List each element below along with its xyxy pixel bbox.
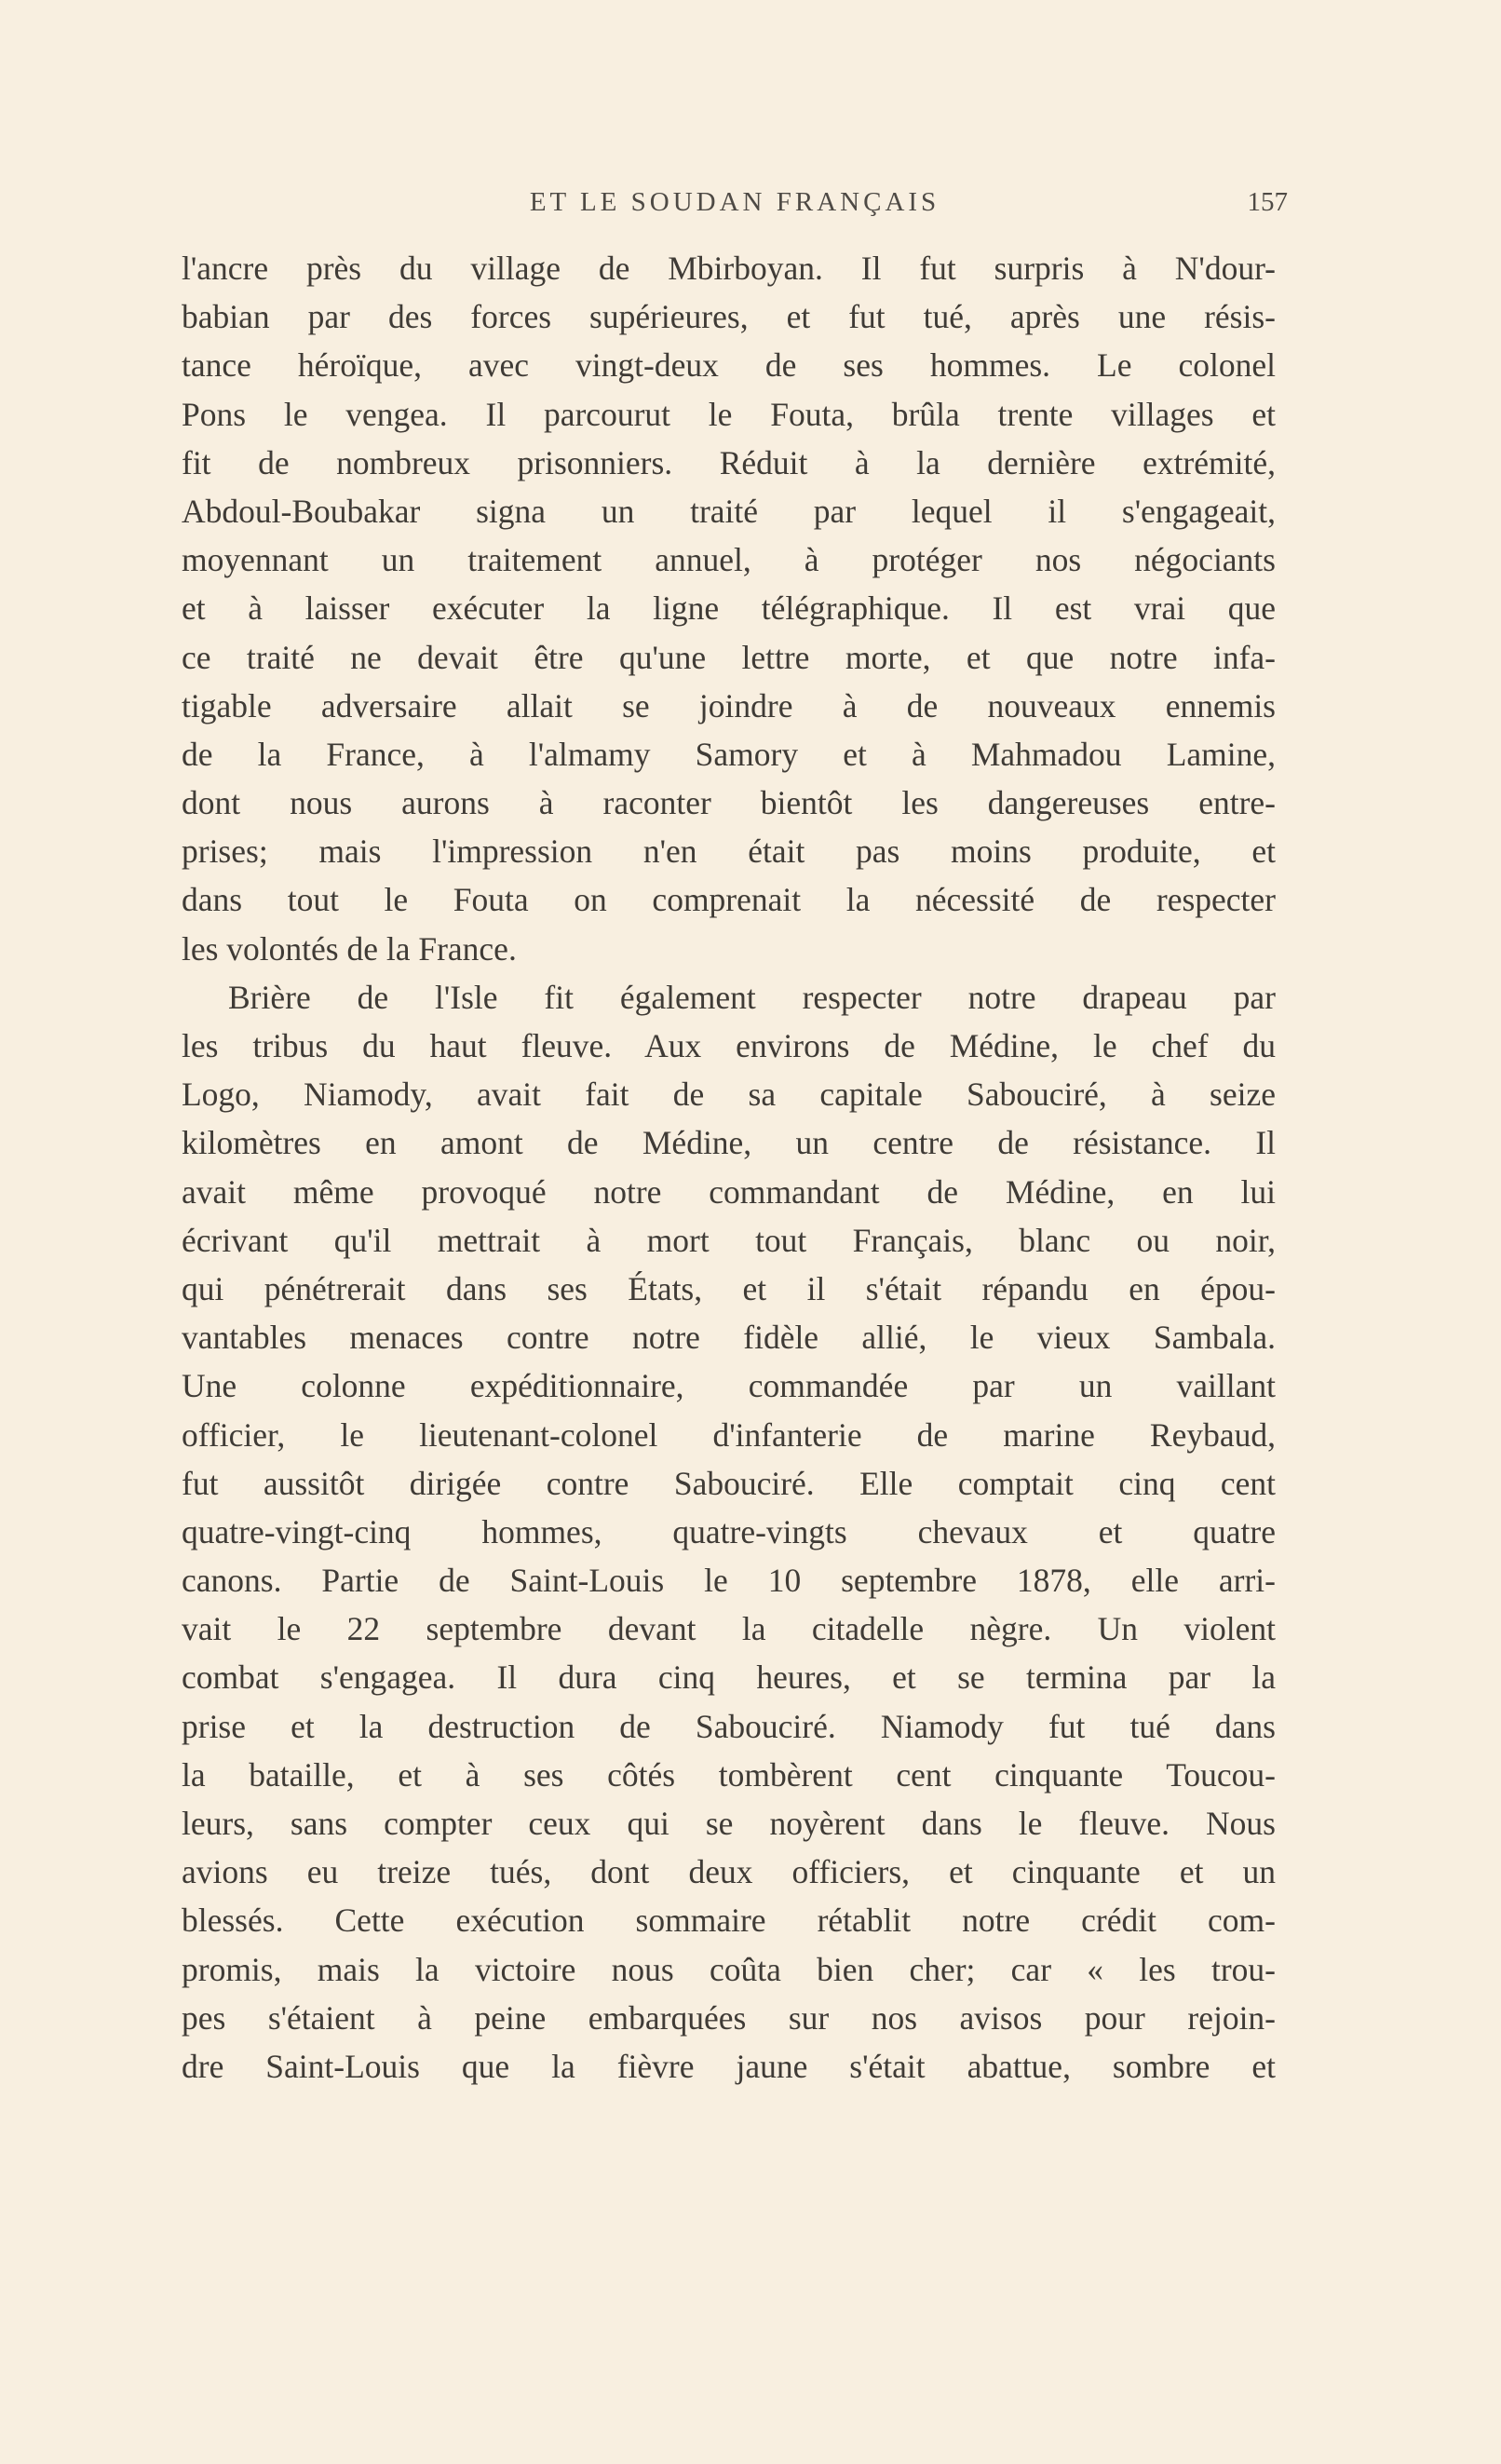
- text-line: Pons le vengea. Il parcourut le Fouta, brûla trente villages et: [182, 395, 1276, 433]
- running-title: ET LE SOUDAN FRANÇAIS: [529, 187, 940, 217]
- text-line: kilomètres en amont de Médine, un centre de résistance. Il: [182, 1124, 1276, 1162]
- text-line: les tribus du haut fleuve. Aux environs de Médine, le chef du: [182, 1027, 1276, 1064]
- text-line: quatre-vingt-cinq hommes, quatre-vingts chevaux et quatre: [182, 1512, 1276, 1550]
- text-line: avions eu treize tués, dont deux officiers, et cinquante et un: [182, 1853, 1276, 1891]
- text-line: fut aussitôt dirigée contre Sabouciré. Elle comptait cinq cent: [182, 1464, 1276, 1502]
- text-line: prise et la destruction de Sabouciré. Niamody fut tué dans: [182, 1707, 1276, 1745]
- text-line: pes s'étaient à peine embarquées sur nos avisos pour rejoin-: [182, 1998, 1276, 2037]
- text-line: blessés. Cette exécution sommaire rétablit notre crédit com-: [182, 1902, 1276, 1940]
- text-line: la bataille, et à ses côtés tombèrent cent cinquante Toucou-: [182, 1755, 1276, 1794]
- text-line: promis, mais la victoire nous coûta bien cher; car « les trou-: [182, 1950, 1276, 1988]
- text-line: tigable adversaire allait se joindre à de nouveaux ennemis: [182, 686, 1276, 724]
- text-line: qui pénétrerait dans ses États, et il s'était répandu en épou-: [182, 1269, 1276, 1307]
- text-line: canons. Partie de Saint-Louis le 10 septembre 1878, elle arri-: [182, 1562, 1276, 1600]
- text-line: combat s'engagea. Il dura cinq heures, et se termina par la: [182, 1658, 1276, 1697]
- text-line: dans tout le Fouta on comprenait la nécessité de respecter: [182, 881, 1276, 919]
- text-line: avait même provoqué notre commandant de Médine, en lui: [182, 1172, 1276, 1211]
- text-line: fit de nombreux prisonniers. Réduit à la dernière extrémité,: [182, 443, 1276, 481]
- text-line: vait le 22 septembre devant la citadelle nègre. Un violent: [182, 1610, 1276, 1648]
- text-line: dont nous aurons à raconter bientôt les dangereuses entre-: [182, 784, 1276, 822]
- text-line: Abdoul-Boubakar signa un traité par lequel il s'engageait,: [182, 492, 1276, 530]
- page-header: [182, 183, 1288, 222]
- text-line: Logo, Niamody, avait fait de sa capitale Sabouciré, à seize: [182, 1076, 1276, 1114]
- text-line: babian par des forces supérieures, et fut tué, après une résis-: [182, 298, 1276, 336]
- text-line: officier, le lieutenant-colonel d'infanterie de marine Reybaud,: [182, 1415, 1276, 1454]
- text-line: tance héroïque, avec vingt-deux de ses hommes. Le colonel: [182, 346, 1276, 385]
- text-line: moyennant un traitement annuel, à protéger nos négociants: [182, 541, 1276, 579]
- paragraph-start-line: Brière de l'Isle fit également respecter notre drapeau par: [228, 978, 1276, 1016]
- body-text: [182, 244, 1276, 2091]
- text-line: et à laisser exécuter la ligne télégraphique. Il est vrai que: [182, 589, 1276, 628]
- text-line: dre Saint-Louis que la fièvre jaune s'était abattue, sombre et: [182, 2047, 1276, 2085]
- text-line: ce traité ne devait être qu'une lettre morte, et que notre infa-: [182, 638, 1276, 676]
- page-number: 157: [1247, 187, 1288, 217]
- text-line: vantables menaces contre notre fidèle allié, le vieux Sambala.: [182, 1319, 1276, 1357]
- text-line: écrivant qu'il mettrait à mort tout Français, blanc ou noir,: [182, 1221, 1276, 1259]
- text-line: prises; mais l'impression n'en était pas moins produite, et: [182, 833, 1276, 871]
- text-line: leurs, sans compter ceux qui se noyèrent dans le fleuve. Nous: [182, 1805, 1276, 1842]
- text-line: l'ancre près du village de Mbirboyan. Il fut surpris à N'dour-: [182, 250, 1276, 287]
- paragraph-end-line: les volontés de la France.: [182, 929, 517, 968]
- text-line: de la France, à l'almamy Samory et à Mahmadou Lamine,: [182, 735, 1276, 773]
- text-line: Une colonne expéditionnaire, commandée par un vaillant: [182, 1367, 1276, 1405]
